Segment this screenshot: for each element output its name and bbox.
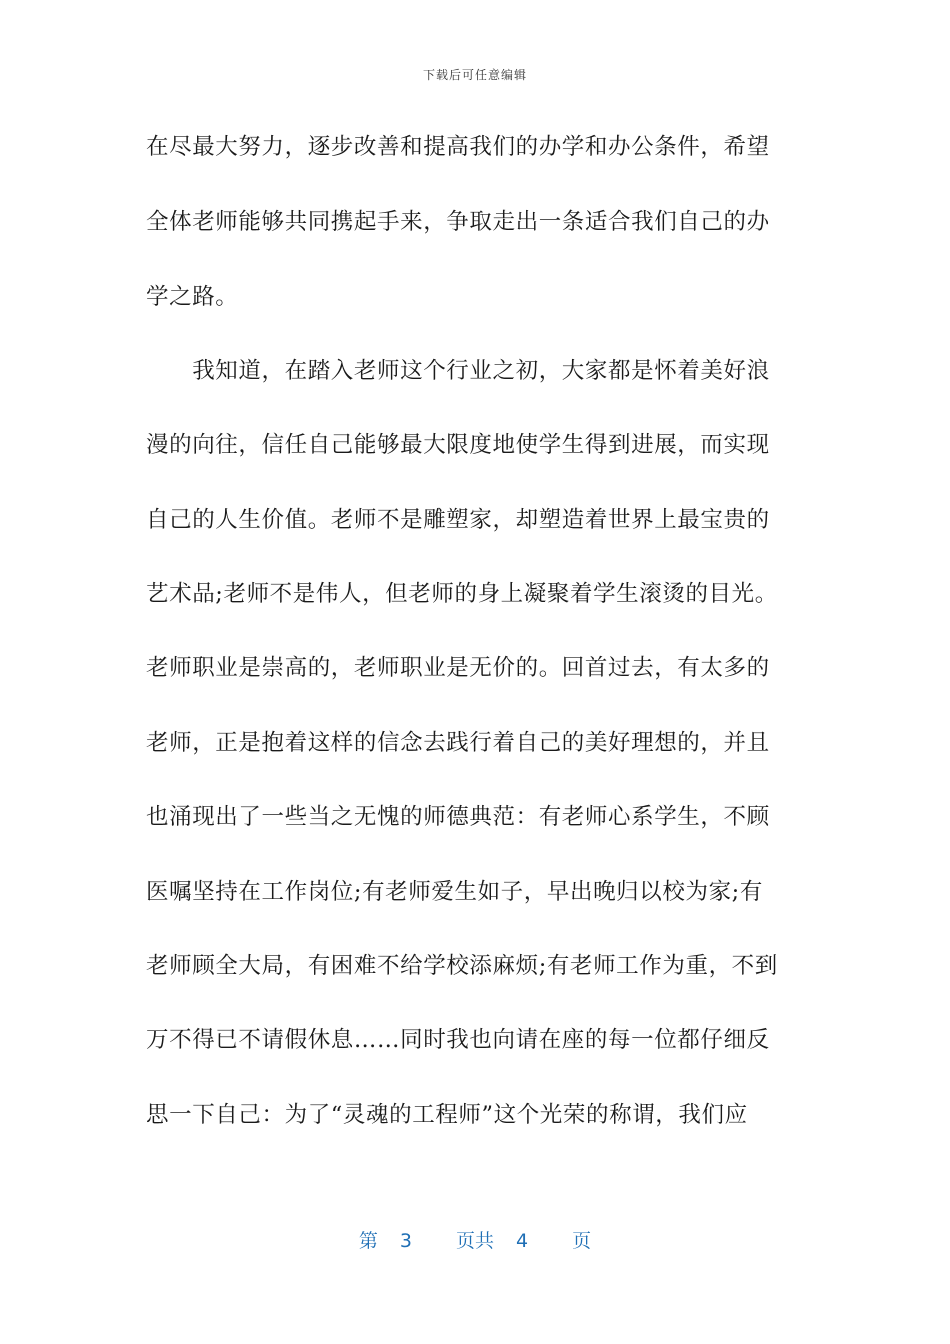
body-line: 医嘱坚持在工作岗位;有老师爱生如子，早出晚归以校为家;有 (146, 879, 763, 905)
header-note: 下载后可任意编辑 (422, 68, 527, 82)
body-line: 学之路。 (146, 284, 239, 310)
total-pages-number: 4 (516, 1230, 529, 1252)
body-line: 思一下自己：为了“灵魂的工程师”这个光荣的称谓，我们应 (146, 1102, 748, 1128)
page-prefix: 第 (358, 1230, 378, 1252)
body-line: 在尽最大努力，逐步改善和提高我们的办学和办公条件，希望 (146, 134, 770, 160)
body-line: 老师顾全大局，有困难不给学校添麻烦;有老师工作为重，不到 (146, 953, 778, 979)
body-line: 老师职业是崇高的，老师职业是无价的。回首过去，有太多的 (146, 655, 770, 681)
body-line: 也涌现出了一些当之无愧的师德典范：有老师心系学生，不顾 (146, 804, 770, 830)
body-line: 我知道，在踏入老师这个行业之初，大家都是怀着美好浪 (146, 358, 770, 384)
page-footer (0, 1226, 950, 1253)
body-line: 全体老师能够共同携起手来，争取走出一条适合我们自己的办 (146, 209, 770, 235)
page-suffix: 页 (572, 1230, 592, 1252)
body-line: 老师，正是抱着这样的信念去践行着自己的美好理想的，并且 (146, 730, 770, 756)
body-line: 漫的向往，信任自己能够最大限度地使学生得到进展，而实现 (146, 432, 770, 458)
body-line: 自己的人生价值。老师不是雕塑家，却塑造着世界上最宝贵的 (146, 507, 770, 533)
body-line: 万不得已不请假休息……同时我也向请在座的每一位都仔细反 (146, 1027, 770, 1053)
body-line: 艺术品;老师不是伟人，但老师的身上凝聚着学生滚烫的目光。 (146, 581, 778, 607)
page-middle: 页共 (455, 1230, 494, 1252)
current-page-number: 3 (399, 1230, 412, 1252)
